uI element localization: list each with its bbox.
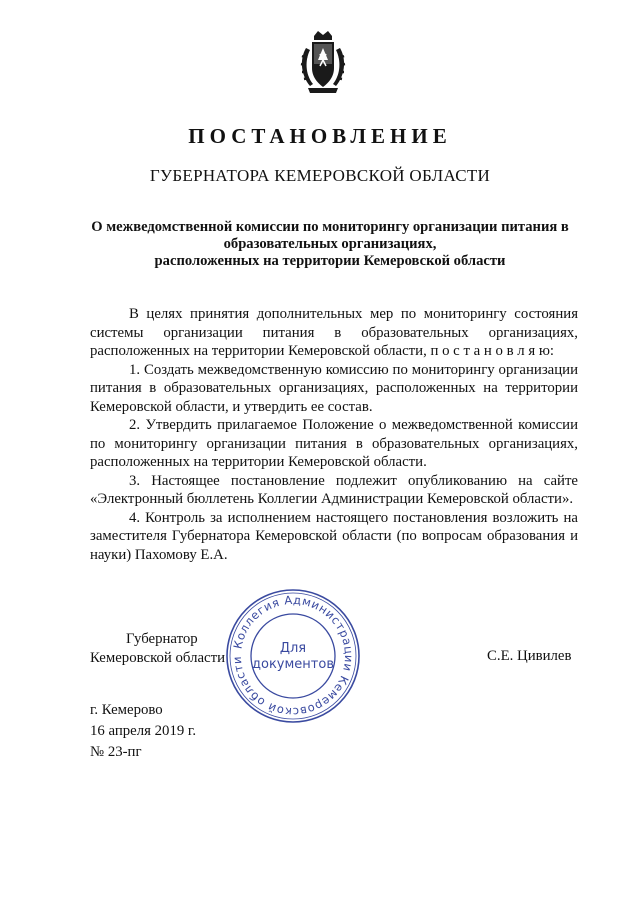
subject-line: расположенных на территории Кемеровской области	[154, 253, 506, 269]
clause-paragraph: 3. Настоящее постановление подлежит опубликованию на сайте «Электронный бюллетень Коллегии Администрации Кемеровской области».	[90, 472, 578, 507]
clause-paragraph: 4. Контроль за исполнением настоящего постановления возложить на заместителя Губернатора Кемеровской области (по вопросам образования и науки) Пахомову Е.А.	[90, 509, 578, 563]
document-footer	[90, 700, 196, 763]
stamp-center-text: Для	[279, 641, 307, 656]
clause-paragraph: 2. Утвердить прилагаемое Положение о межведомственной комиссии по мониторингу организации питания в образовательных организациях, расположенных на территории Кемеровской области.	[90, 417, 578, 470]
document-body	[90, 305, 578, 564]
stamp-ring-text: Коллегия Администрации Кемеровской области	[229, 592, 357, 720]
stamp-center-text: документов	[252, 657, 334, 672]
signatory-name: С.Е. Цивилев	[487, 648, 572, 664]
document-number: № 23-пг	[90, 744, 142, 760]
signatory-position	[90, 630, 225, 668]
document-subject	[70, 219, 590, 270]
signatory-region: Кемеровской области	[90, 650, 225, 666]
official-stamp	[224, 587, 362, 725]
preamble-paragraph: В целях принятия дополнительных мер по мониторингу состояния системы организации питания в образовательных организациях, расположенных на территории Кемеровской области, п о с т а н о в л я ю:	[90, 306, 578, 359]
coat-of-arms-icon	[298, 30, 348, 94]
clause-paragraph: 1. Создать межведомственную комиссию по мониторингу организации питания в образовательных организациях, расположенных на территории Кемеровской области, и утвердить ее состав.	[90, 361, 578, 415]
subject-line: образовательных организациях,	[223, 236, 437, 252]
issuing-authority: ГУБЕРНАТОРА КЕМЕРОВСКОЙ ОБЛАСТИ	[149, 166, 491, 185]
issue-date: 16 апреля 2019 г.	[90, 723, 197, 739]
document-title: ПОСТАНОВЛЕНИЕ	[188, 124, 452, 148]
subject-line: О межведомственной комиссии по мониторингу организации питания в	[91, 219, 569, 235]
issue-city: г. Кемерово	[90, 702, 163, 718]
signatory-title: Губернатор	[126, 631, 198, 647]
